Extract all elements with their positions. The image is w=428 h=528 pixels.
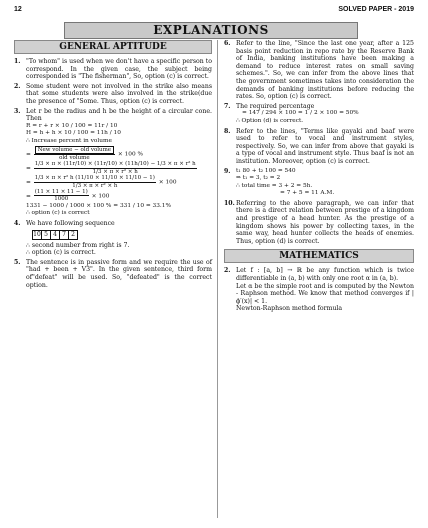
q-text-3: Newton-Raphson method formula <box>236 305 343 313</box>
q9-line-3: ∴ total time = 3 + 2 = 5h. <box>236 182 313 189</box>
question-9 <box>224 168 414 198</box>
running-title: SOLVED PAPER - 2019 <box>338 6 414 13</box>
page-number: 12 <box>14 6 22 13</box>
q4-line-1: ∴ second number from right is 7. <box>26 241 130 249</box>
old-volume: old volume <box>59 154 90 161</box>
percent-suffix: × 100 % <box>117 150 144 157</box>
new-minus-old: New volume − old volume <box>35 146 114 154</box>
question-6 <box>224 40 414 101</box>
eq-final: 1331 − 1000 / 1000 × 100 % = 331 / 10 = 33.1% <box>26 202 171 209</box>
math-question-2 <box>224 267 414 313</box>
q-text: We have following sequence <box>26 219 115 227</box>
page-header <box>14 6 414 16</box>
q3-answer: ∴ option (c) is correct <box>26 210 90 217</box>
eq-height: H = h + h × 10 / 100 = 11h / 10 <box>26 130 121 137</box>
q-text: The required percentage <box>236 102 315 110</box>
eq-substitution-1: = $\frac{\text{1/3 × π × (11r/10) × (11r/10) × (11h/10) − 1/3 × π × r² h}}{\text{1/3 × π × r² × h}}$ <box>26 161 196 175</box>
question-4 <box>14 220 212 257</box>
eq-substitution-2: = $\frac{\text{1/3 × π × r² h (11/10 × 11/10 × 11/10 − 1)}}{\text{1/3 × π × r² × h}}$ × 100 <box>26 175 177 189</box>
q-number: 1. <box>14 58 21 65</box>
q-text: "To whom" is used when we don't have a specific person to correspond. In the given case, the subject being corresponded is "The fisherman", So, option (c) is correct. <box>26 58 212 81</box>
section-general-aptitude: GENERAL APTITUDE <box>14 40 212 54</box>
q9-line-2: ⇒ t₁ = 3, t₂ = 2 <box>236 175 281 182</box>
main-title: EXPLANATIONS <box>64 22 358 39</box>
q7-equation: = 147 / 294 × 100 = 1 / 2 × 100 = 50% <box>242 110 359 117</box>
q-text-2: Let α be the simple root and is computed by the Newton - Raphson method. We know that method converges if |ϕ′(x)| < 1. <box>236 282 414 305</box>
question-8 <box>224 128 414 166</box>
q-number: 5. <box>14 258 21 266</box>
q-text: The sentence is in passive form and we require the use of "had + been + V3". In the given sentence, third form of"defeat" will be used. So, "defeated" is the correct option. <box>26 258 212 289</box>
eq-radius: R = r + r × 10 / 100 = 11r / 10 <box>26 122 118 129</box>
q-number: 7. <box>224 102 231 110</box>
question-2 <box>14 83 212 106</box>
q9-line-4: = 7 + 5 = 11 A.M. <box>280 190 335 197</box>
seq-item: 7 <box>59 230 69 240</box>
eq-substitution-3: = $\frac{(11 \times 11 \times 11 - 1)}{1000}$ × 100 <box>26 188 110 203</box>
q-number: 10. <box>224 199 235 207</box>
q-number: 2. <box>224 267 231 275</box>
q-number: 4. <box>14 219 21 227</box>
q-number: 9. <box>224 167 231 175</box>
sequence-boxes <box>32 230 77 240</box>
question-5 <box>14 259 212 289</box>
q-text: Let r be the radius and h be the height of a circular cone. Then <box>26 107 212 123</box>
question-1 <box>14 58 212 81</box>
seq-item: 2 <box>68 230 78 240</box>
q-text: Refer to the line, "Since the last one year, after a 125 basis point reduction in repo rate by the Reserve Bank of India, banking institutions have been making a demand to reduce interest rates on small saving schemes.". So, we can infer from the above lines that the government sometimes takes into consideration the demands of banking institutions before reducing the rates. So, option (c) is correct. <box>236 40 414 101</box>
question-7 <box>224 103 414 126</box>
section-mathematics: MATHEMATICS <box>224 249 414 263</box>
seq-item: 5 <box>41 230 51 240</box>
question-10 <box>224 200 414 246</box>
q9-line-1: t₁ 80 + t₂ 100 = 540 <box>236 167 296 174</box>
volume-fraction <box>34 146 115 162</box>
q-text: Referring to the above paragraph, we can infer that there is a direct relation between prestige of a kingdom and prestige of a head hunter. As the prestige of a kingdom shows his power by collecting taxes, in the same way, head hunter collects the heads of enemies. Thus, option (d) is correct. <box>236 199 414 245</box>
q-text: Some student were not involved in the strike also means that some students were also involved in the strike(due the presence of "Some. Thus, option (c) is correct. <box>26 82 212 105</box>
volume-increase-label: ∴ Increase percent in volume <box>26 137 112 144</box>
column-divider <box>217 40 218 518</box>
q-text: Refer to the lines, "Terms like gayaki and baaf were used to refer to vocal and instrument styles, respectively. So, we can infer from above that gayaki is a type of vocal and instrument style. Thus baaf is not an institution. Moreover, option (c) is correct. <box>236 127 414 165</box>
question-3 <box>14 108 212 218</box>
seq-item: 4 <box>50 230 60 240</box>
q7-answer: ∴ Option (d) is correct. <box>236 117 304 124</box>
q-number: 2. <box>14 82 21 90</box>
q-number: 8. <box>224 127 231 135</box>
q4-line-2: ∴ option (c) is correct. <box>26 249 96 257</box>
q-text: Let f : [a, b] → ℝ be any function which is twice differentiable in (a, b) with only one root α in (a, b). <box>236 267 414 283</box>
right-column <box>224 40 414 315</box>
eq-volume-ratio: = $\frac{\text{New volume − old volume}}{\text{old volume}}$ × 100 % <box>26 146 144 161</box>
q-number: 6. <box>224 40 231 47</box>
q-number: 3. <box>14 107 21 115</box>
left-column <box>14 40 212 291</box>
seq-item: 10 <box>33 230 41 238</box>
